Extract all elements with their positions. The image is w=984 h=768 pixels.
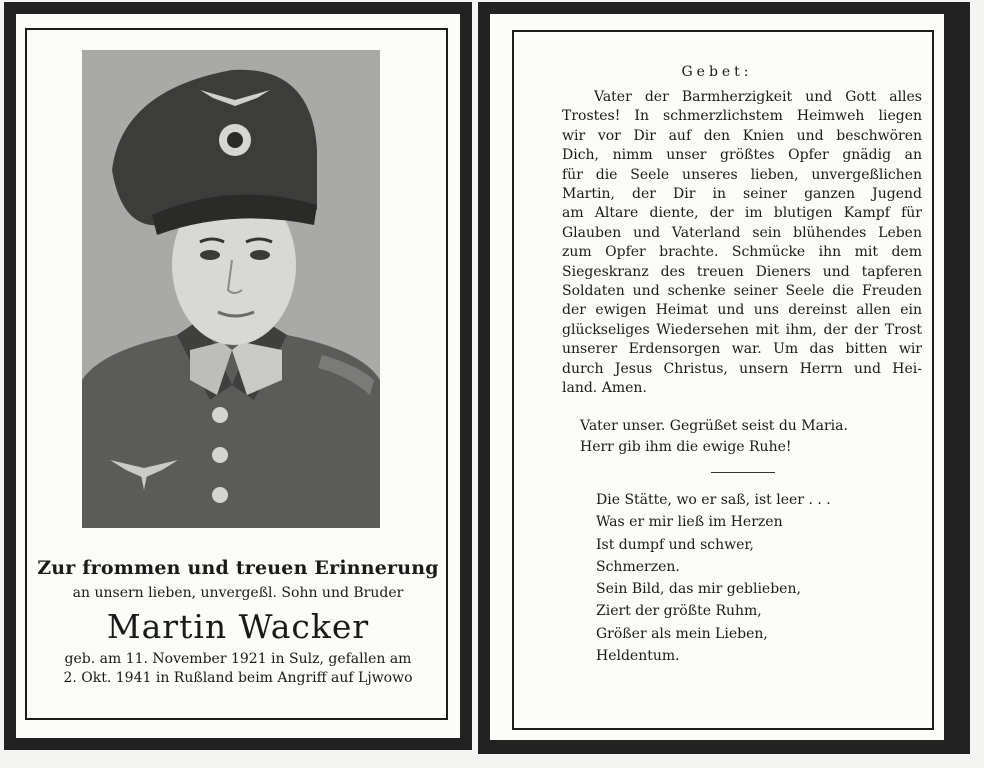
section-divider — [711, 472, 775, 473]
prayer-line: Siegeskranz des treuen Dieners und tapferen — [562, 263, 922, 280]
prayer-text — [562, 88, 922, 399]
poem — [596, 489, 916, 667]
left-card — [4, 2, 472, 750]
poem-line: Ist dumpf und schwer, — [596, 536, 754, 553]
soldier-portrait-photo — [82, 50, 380, 528]
prayer-line: Trostes! In schmerzlichstem Heimweh liegen — [562, 108, 922, 125]
poem-line: Was er mir ließ im Herzen — [596, 514, 783, 531]
closing-prayer — [580, 416, 920, 458]
deceased-name: Martin Wacker — [106, 607, 370, 646]
prayer-line: für die Seele unseres lieben, unvergeßlichen — [562, 166, 922, 183]
prayer-line: am Altare diente, der im blutigen Kampf für — [562, 205, 922, 222]
right-card — [478, 2, 970, 754]
prayer-line: zum Opfer brachte. Schmücke ihn mit dem — [562, 244, 922, 261]
prayer-line: Glauben und Vaterland sein blühendes Leben — [562, 224, 922, 241]
prayer-line: glückseliges Wiedersehen mit ihm, der der Trost — [562, 321, 922, 338]
left-card-paper — [16, 14, 460, 738]
prayer-line: durch Jesus Christus, unsern Herrn und Hei- — [562, 360, 922, 377]
poem-line: Heldentum. — [596, 648, 680, 665]
memorial-subheading: an unsern lieben, unvergeßl. Sohn und Bruder — [72, 585, 404, 601]
prayer-title: Gebet: — [681, 64, 753, 80]
closing-line: Vater unser. Gegrüßet seist du Maria. — [580, 418, 848, 434]
closing-line: Herr gib ihm die ewige Ruhe! — [580, 439, 792, 455]
prayer-line: Vater der Barmherzigkeit und Gott alles — [594, 89, 922, 105]
poem-line: Die Stätte, wo er saß, ist leer . . . — [596, 492, 831, 508]
death-details-line: 2. Okt. 1941 in Rußland beim Angriff auf Ljwowo — [63, 670, 413, 686]
prayer-line: wir vor Dir auf den Knien und beschwören — [562, 127, 922, 144]
prayer-line: unserer Erdensorgen war. Um das bitten wir — [562, 341, 922, 358]
prayer-line: Soldaten und schenke seiner Seele die Freuden — [562, 283, 922, 300]
poem-line: Sein Bild, das mir geblieben, — [596, 581, 801, 598]
death-details-line: geb. am 11. November 1921 in Sulz, gefallen am — [64, 651, 412, 667]
poem-line: Schmerzen. — [596, 558, 680, 575]
right-card-paper — [490, 14, 944, 740]
prayer-line: Dich, nimm unser größtes Opfer gnädig an — [562, 147, 922, 164]
poem-line: Größer als mein Lieben, — [596, 625, 768, 642]
prayer-line: der ewigen Heimat und uns dereinst allen ein — [562, 302, 922, 319]
memorial-heading: Zur frommen und treuen Erinnerung — [37, 557, 439, 579]
prayer-line: land. Amen. — [562, 380, 647, 397]
poem-line: Ziert der größte Ruhm, — [596, 603, 762, 620]
prayer-line: Martin, der Dir in seiner ganzen Jugend — [562, 186, 922, 203]
